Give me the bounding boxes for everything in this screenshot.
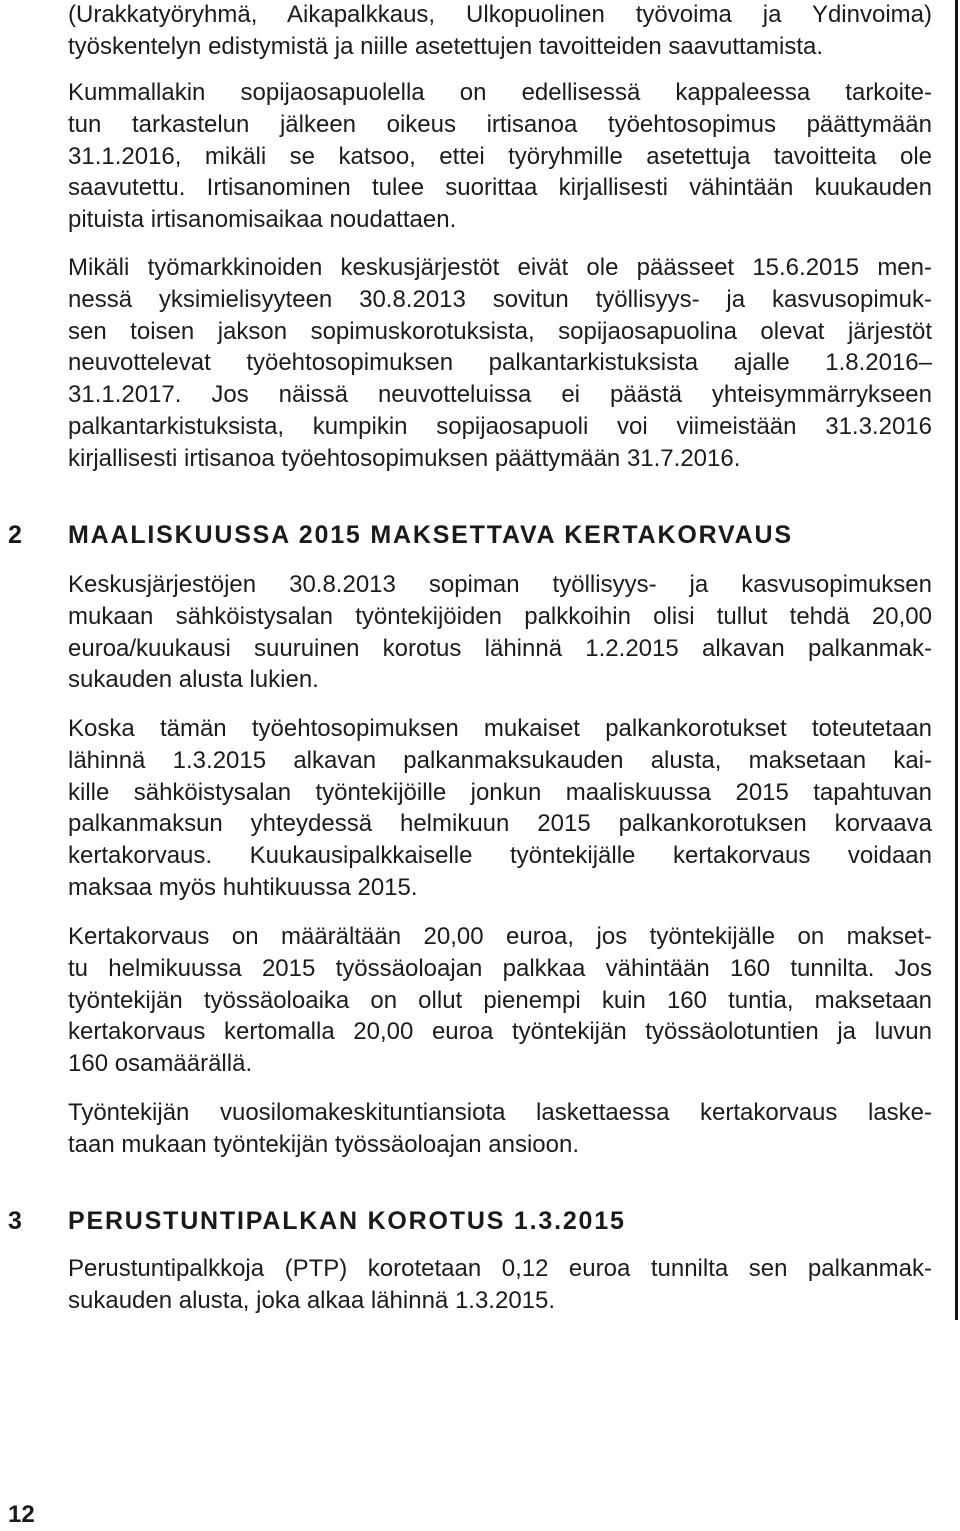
paragraph [68,569,932,696]
margin-rule [955,0,958,1320]
section-heading: PERUSTUNTIPALKAN KOROTUS 1.3.2015 [68,1207,626,1235]
text-line: Mikäli työmarkkinoiden keskusjärjestöt eivät ole päässeet 15.6.2015 men- [68,254,932,281]
section-number: 3 [8,1207,22,1235]
text-line: lähinnä 1.3.2015 alkavan palkanmaksukauden alusta, maksetaan kai- [68,746,932,774]
text-line: euroa/kuukausi suuruinen korotus lähinnä 1.2.2015 alkavan palkanmak- [68,634,932,662]
text-line: palkanmaksun yhteydessä helmikuun 2015 palkankorotuksen korvaava [68,810,932,838]
text-line: Perustuntipalkkoja (PTP) korotetaan 0,12 euroa tunnilta sen palkanmak- [68,1255,932,1282]
text-line: nessä yksimielisyyteen 30.8.2013 sovitun työllisyys- ja kasvusopimuk- [68,285,932,313]
text-line: työntekijän työssäoloaika on ollut pienempi kuin 160 tuntia, maksetaan [68,986,932,1014]
paragraph [68,252,932,475]
text-line: sukauden alusta, joka alkaa lähinnä 1.3.2015. [68,1286,556,1314]
text-line: taan mukaan työntekijän työssäoloajan ansioon. [68,1130,580,1158]
section-number: 2 [8,521,22,549]
text-line: kertakorvaus. Kuukausipalkkaiselle työntekijälle kertakorvaus voidaan [68,842,932,870]
text-line: kertakorvaus kertomalla 20,00 euroa työntekijän työssäolotuntien ja luvun [68,1018,932,1046]
text-line: pituista irtisanomisaikaa noudattaen. [68,206,457,234]
text-line: työskentelyn edistymistä ja niille asetettujen tavoitteiden saavuttamista. [68,32,824,60]
text-line: Kummallakin sopijaosapuolella on edellisessä kappaleessa tarkoite- [68,79,932,106]
text-line: palkantarkistuksista, kumpikin sopijaosapuoli voi viimeistään 31.3.2016 [68,412,932,440]
text-line: Keskusjärjestöjen 30.8.2013 sopiman työllisyys- ja kasvusopimuksen [68,571,932,598]
text-line: (Urakkatyöryhmä, Aikapalkkaus, Ulkopuolinen työvoima ja Ydinvoima) [68,1,932,28]
text-line: maksaa myös huhtikuussa 2015. [68,873,418,901]
text-line: Kertakorvaus on määrältään 20,00 euroa, jos työntekijälle on makset- [68,923,932,950]
text-line: 31.1.2017. Jos näissä neuvotteluissa ei päästä yhteisymmärrykseen [68,381,932,409]
text-line: kirjallisesti irtisanoa työehtosopimuksen päättymään 31.7.2016. [68,444,741,472]
text-line: mukaan sähköistysalan työntekijöiden palkkoihin olisi tullut tehdä 20,00 [68,602,932,630]
page-number: 12 [8,1501,35,1528]
text-line: sen toisen jakson sopimuskorotuksista, sopijaosapuolina olevat järjestöt [68,317,932,345]
text-line: neuvottelevat työehtosopimuksen palkantarkistuksista ajalle 1.8.2016– [68,349,932,377]
paragraph [68,1253,932,1317]
text-line: Koska tämän työehtosopimuksen mukaiset palkankorotukset toteutetaan [68,715,932,742]
text-line: saavutettu. Irtisanominen tulee suorittaa kirjallisesti vähintään kuukauden [68,174,932,202]
paragraph [68,921,932,1080]
paragraph [68,1097,932,1161]
text-line: 31.1.2016, mikäli se katsoo, ettei työryhmille asetettuja tavoitteita ole [68,142,932,170]
text-line: sukauden alusta lukien. [68,666,319,694]
text-line: Työntekijän vuosilomakeskituntiansiota laskettaessa kertakorvaus laske- [68,1099,932,1126]
paragraph [68,713,932,904]
section-heading: MAALISKUUSSA 2015 MAKSETTAVA KERTAKORVAUS [68,521,793,549]
text-line: tu helmikuussa 2015 työssäoloajan palkkaa vähintään 160 tunnilta. Jos [68,954,932,982]
text-line: kille sähköistysalan työntekijöille jonkun maaliskuussa 2015 tapahtuvan [68,778,932,806]
text-line: tun tarkastelun jälkeen oikeus irtisanoa työehtosopimus päättymään [68,110,932,138]
paragraph [68,77,932,236]
text-line: 160 osamäärällä. [68,1050,253,1078]
paragraph [68,0,932,63]
